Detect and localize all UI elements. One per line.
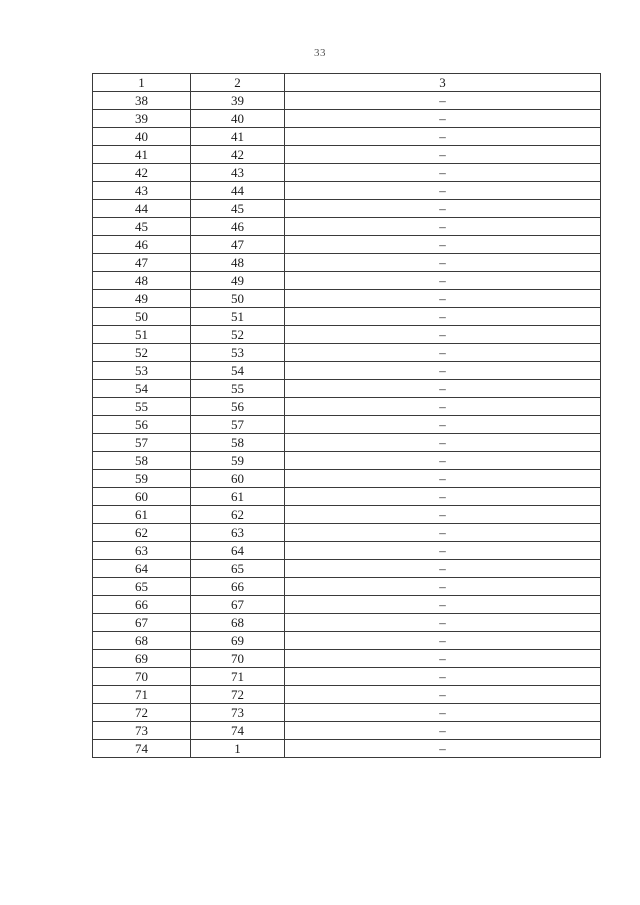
table-cell-col-2: 53 [191,344,285,362]
table-cell-col-3: – [285,326,601,344]
table-row [93,686,601,704]
table-cell-col-3: – [285,560,601,578]
column-header-2: 2 [191,74,285,92]
table-cell-col-2: 44 [191,182,285,200]
table-cell-col-1: 72 [93,704,191,722]
table-cell-col-1: 51 [93,326,191,344]
table-cell-col-3: – [285,344,601,362]
table-row [93,362,601,380]
table-body [93,92,601,758]
table-row [93,560,601,578]
table-cell-col-3: – [285,722,601,740]
table-cell-col-2: 51 [191,308,285,326]
table-cell-col-1: 62 [93,524,191,542]
table-cell-col-1: 69 [93,650,191,668]
table-cell-col-2: 48 [191,254,285,272]
table-row [93,524,601,542]
column-header-3: 3 [285,74,601,92]
table-row [93,200,601,218]
table-cell-col-1: 39 [93,110,191,128]
table-cell-col-3: – [285,362,601,380]
table-cell-col-1: 40 [93,128,191,146]
table-cell-col-2: 72 [191,686,285,704]
table-cell-col-1: 68 [93,632,191,650]
table-cell-col-1: 70 [93,668,191,686]
table-row [93,488,601,506]
table-cell-col-1: 54 [93,380,191,398]
table-cell-col-2: 55 [191,380,285,398]
table-row [93,650,601,668]
table-cell-col-2: 56 [191,398,285,416]
table-cell-col-2: 73 [191,704,285,722]
table-cell-col-3: – [285,452,601,470]
table-cell-col-1: 43 [93,182,191,200]
table-cell-col-1: 47 [93,254,191,272]
table-row [93,236,601,254]
table-cell-col-1: 46 [93,236,191,254]
table-cell-col-1: 42 [93,164,191,182]
table-row [93,668,601,686]
table-cell-col-3: – [285,578,601,596]
table-cell-col-3: – [285,272,601,290]
table-cell-col-3: – [285,416,601,434]
table-cell-col-2: 59 [191,452,285,470]
table-cell-col-3: – [285,236,601,254]
table-cell-col-2: 46 [191,218,285,236]
table-cell-col-1: 44 [93,200,191,218]
table-cell-col-2: 39 [191,92,285,110]
table-cell-col-1: 60 [93,488,191,506]
table-cell-col-3: – [285,200,601,218]
table-cell-col-1: 63 [93,542,191,560]
table-cell-col-1: 59 [93,470,191,488]
table-row [93,740,601,758]
table-row [93,596,601,614]
table-cell-col-3: – [285,740,601,758]
table-cell-col-1: 66 [93,596,191,614]
table-cell-col-2: 63 [191,524,285,542]
table-cell-col-3: – [285,686,601,704]
column-header-1: 1 [93,74,191,92]
table-cell-col-2: 74 [191,722,285,740]
table-cell-col-1: 56 [93,416,191,434]
table-cell-col-1: 48 [93,272,191,290]
table-cell-col-2: 40 [191,110,285,128]
table-cell-col-3: – [285,470,601,488]
table-cell-col-1: 57 [93,434,191,452]
table-row [93,542,601,560]
table-cell-col-2: 58 [191,434,285,452]
table-cell-col-1: 65 [93,578,191,596]
table-row [93,704,601,722]
table-cell-col-3: – [285,128,601,146]
table-cell-col-3: – [285,614,601,632]
table-cell-col-3: – [285,308,601,326]
table-row [93,452,601,470]
table-cell-col-1: 55 [93,398,191,416]
table-cell-col-2: 65 [191,560,285,578]
table-row [93,326,601,344]
table-cell-col-1: 50 [93,308,191,326]
table-row [93,146,601,164]
table-cell-col-1: 74 [93,740,191,758]
table-row [93,128,601,146]
table-row [93,344,601,362]
table-cell-col-1: 64 [93,560,191,578]
table-row [93,254,601,272]
table-row [93,506,601,524]
table-cell-col-1: 73 [93,722,191,740]
table-cell-col-3: – [285,290,601,308]
table-row [93,110,601,128]
table-cell-col-1: 67 [93,614,191,632]
table-cell-col-2: 49 [191,272,285,290]
table-cell-col-3: – [285,398,601,416]
table-row [93,470,601,488]
table-cell-col-3: – [285,668,601,686]
table-cell-col-3: – [285,506,601,524]
table-row [93,308,601,326]
table-cell-col-2: 67 [191,596,285,614]
table-cell-col-3: – [285,380,601,398]
table-cell-col-2: 61 [191,488,285,506]
table-cell-col-1: 52 [93,344,191,362]
table-cell-col-2: 71 [191,668,285,686]
table-cell-col-2: 41 [191,128,285,146]
table-cell-col-3: – [285,110,601,128]
table-row [93,398,601,416]
table-cell-col-3: – [285,596,601,614]
table-cell-col-3: – [285,164,601,182]
table-cell-col-1: 38 [93,92,191,110]
table-cell-col-1: 53 [93,362,191,380]
table-cell-col-3: – [285,632,601,650]
table-row [93,632,601,650]
table-cell-col-1: 61 [93,506,191,524]
table-cell-col-3: – [285,434,601,452]
table-cell-col-3: – [285,146,601,164]
table-cell-col-2: 57 [191,416,285,434]
table-row [93,416,601,434]
table-row [93,380,601,398]
table-cell-col-2: 69 [191,632,285,650]
table-cell-col-2: 45 [191,200,285,218]
table-cell-col-2: 54 [191,362,285,380]
table-row [93,218,601,236]
table-row [93,182,601,200]
table-cell-col-2: 52 [191,326,285,344]
table-row [93,92,601,110]
table-cell-col-3: – [285,92,601,110]
table-row [93,722,601,740]
table-row [93,290,601,308]
table-cell-col-2: 70 [191,650,285,668]
table-row [93,578,601,596]
table-cell-col-3: – [285,254,601,272]
table-row [93,272,601,290]
table-cell-col-3: – [285,182,601,200]
table-cell-col-2: 62 [191,506,285,524]
table-row [93,434,601,452]
table-cell-col-1: 58 [93,452,191,470]
table-header-row [93,74,601,92]
table-cell-col-1: 71 [93,686,191,704]
table-row [93,614,601,632]
page-number: 33 [314,47,326,59]
table-cell-col-3: – [285,218,601,236]
table-cell-col-2: 50 [191,290,285,308]
table-cell-col-2: 42 [191,146,285,164]
table-cell-col-2: 47 [191,236,285,254]
table-cell-col-2: 1 [191,740,285,758]
table-cell-col-2: 60 [191,470,285,488]
table-cell-col-1: 45 [93,218,191,236]
table-cell-col-3: – [285,488,601,506]
table-cell-col-3: – [285,524,601,542]
table-cell-col-2: 68 [191,614,285,632]
table-cell-col-1: 41 [93,146,191,164]
table-cell-col-3: – [285,704,601,722]
table-cell-col-2: 64 [191,542,285,560]
table-row [93,164,601,182]
table-cell-col-3: – [285,542,601,560]
table-cell-col-3: – [285,650,601,668]
table-cell-col-2: 66 [191,578,285,596]
data-table [92,73,601,758]
table-cell-col-1: 49 [93,290,191,308]
table-cell-col-2: 43 [191,164,285,182]
